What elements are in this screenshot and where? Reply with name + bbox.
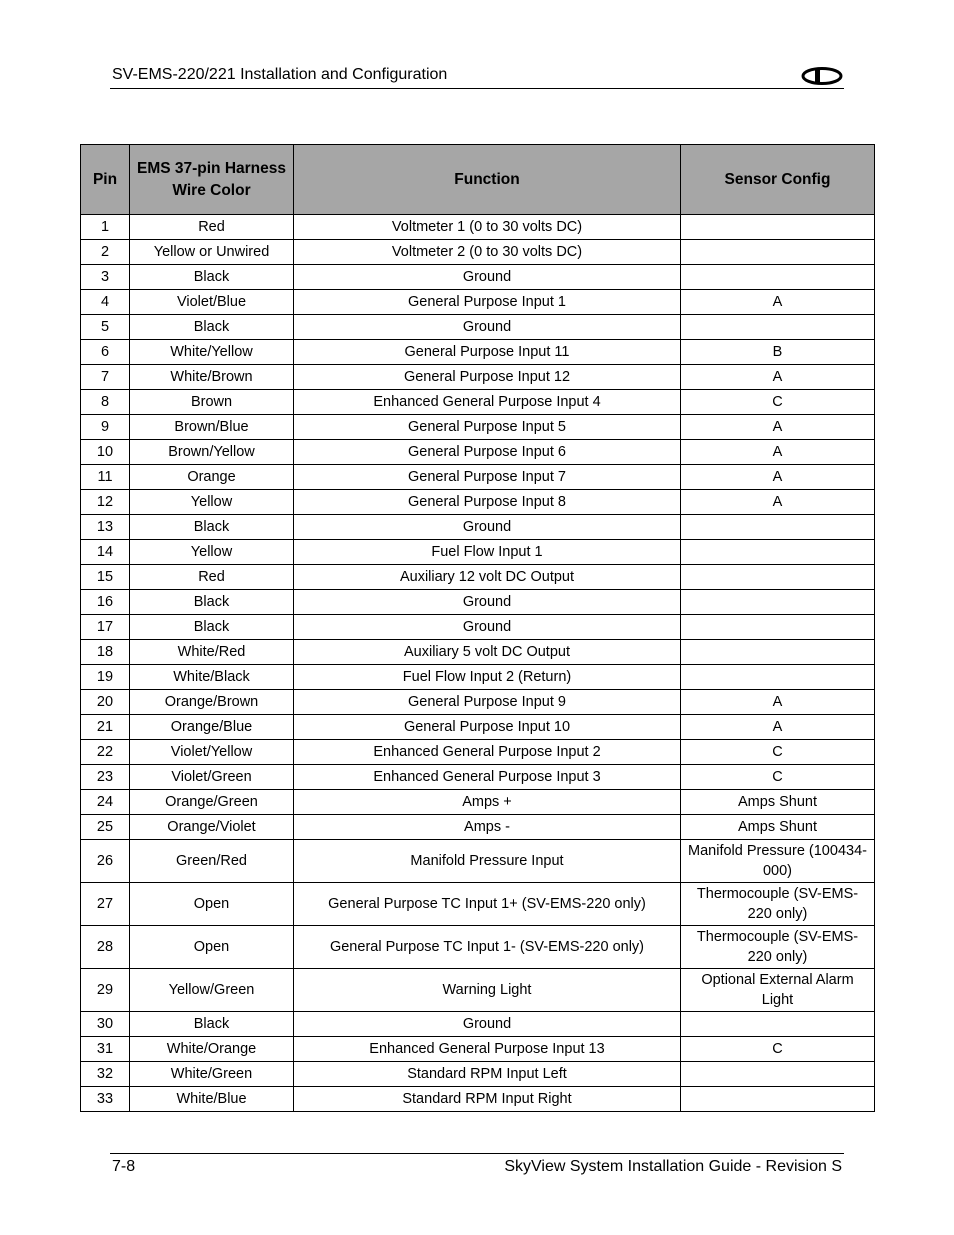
wire-color-cell: Red — [130, 215, 294, 240]
sensor-config-cell: Amps Shunt — [681, 815, 875, 840]
wire-color-cell: Violet/Green — [130, 765, 294, 790]
pinout-table — [80, 144, 875, 1112]
sensor-config-cell — [681, 1012, 875, 1037]
function-cell: Ground — [294, 315, 681, 340]
table-row — [81, 1087, 875, 1112]
pin-cell: 28 — [81, 926, 130, 969]
wire-color-cell: Orange/Green — [130, 790, 294, 815]
function-cell: General Purpose Input 1 — [294, 290, 681, 315]
wire-color-cell: White/Green — [130, 1062, 294, 1087]
pin-cell: 3 — [81, 265, 130, 290]
table-row — [81, 883, 875, 926]
header-rule — [110, 88, 844, 89]
pin-cell: 16 — [81, 590, 130, 615]
table-row — [81, 365, 875, 390]
sensor-config-cell: Optional External Alarm Light — [681, 969, 875, 1012]
function-cell: Standard RPM Input Right — [294, 1087, 681, 1112]
table-row — [81, 840, 875, 883]
wire-color-cell: Black — [130, 590, 294, 615]
table-row — [81, 415, 875, 440]
table-row — [81, 665, 875, 690]
sensor-config-cell: C — [681, 390, 875, 415]
pin-cell: 13 — [81, 515, 130, 540]
function-cell: Warning Light — [294, 969, 681, 1012]
wire-color-cell: Yellow — [130, 540, 294, 565]
function-cell: General Purpose Input 5 — [294, 415, 681, 440]
function-cell: Ground — [294, 590, 681, 615]
table-row — [81, 465, 875, 490]
table-row — [81, 615, 875, 640]
sensor-config-cell: A — [681, 365, 875, 390]
table-header-row — [81, 145, 875, 215]
dynon-logo-icon — [800, 66, 844, 86]
wire-color-cell: Brown/Yellow — [130, 440, 294, 465]
column-header-sensor-config: Sensor Config — [681, 145, 875, 215]
pin-cell: 23 — [81, 765, 130, 790]
pin-cell: 27 — [81, 883, 130, 926]
table-row — [81, 969, 875, 1012]
sensor-config-cell — [681, 640, 875, 665]
table-row — [81, 265, 875, 290]
function-cell: General Purpose Input 11 — [294, 340, 681, 365]
table-row — [81, 240, 875, 265]
function-cell: Fuel Flow Input 2 (Return) — [294, 665, 681, 690]
pin-cell: 18 — [81, 640, 130, 665]
sensor-config-cell: Manifold Pressure (100434-000) — [681, 840, 875, 883]
footer-rule — [110, 1153, 844, 1154]
table-row — [81, 640, 875, 665]
function-cell: Ground — [294, 515, 681, 540]
wire-color-cell: Orange/Brown — [130, 690, 294, 715]
function-cell: Amps + — [294, 790, 681, 815]
sensor-config-cell: Thermocouple (SV-EMS-220 only) — [681, 883, 875, 926]
table-row — [81, 215, 875, 240]
sensor-config-cell: A — [681, 690, 875, 715]
wire-color-cell: White/Blue — [130, 1087, 294, 1112]
table-row — [81, 790, 875, 815]
table-row — [81, 1012, 875, 1037]
table-row — [81, 390, 875, 415]
sensor-config-cell: C — [681, 1037, 875, 1062]
function-cell: General Purpose Input 7 — [294, 465, 681, 490]
table-row — [81, 290, 875, 315]
pin-cell: 26 — [81, 840, 130, 883]
wire-color-cell: Orange/Violet — [130, 815, 294, 840]
wire-color-cell: Green/Red — [130, 840, 294, 883]
column-header-wire-color: EMS 37-pin Harness Wire Color — [130, 145, 294, 215]
pin-cell: 31 — [81, 1037, 130, 1062]
function-cell: Voltmeter 2 (0 to 30 volts DC) — [294, 240, 681, 265]
sensor-config-cell: A — [681, 465, 875, 490]
sensor-config-cell — [681, 665, 875, 690]
sensor-config-cell — [681, 515, 875, 540]
table-row — [81, 740, 875, 765]
wire-color-cell: Violet/Yellow — [130, 740, 294, 765]
sensor-config-cell — [681, 315, 875, 340]
function-cell: Auxiliary 12 volt DC Output — [294, 565, 681, 590]
table-row — [81, 590, 875, 615]
pin-cell: 20 — [81, 690, 130, 715]
sensor-config-cell: A — [681, 715, 875, 740]
wire-color-cell: White/Orange — [130, 1037, 294, 1062]
pin-cell: 2 — [81, 240, 130, 265]
pin-cell: 21 — [81, 715, 130, 740]
sensor-config-cell — [681, 540, 875, 565]
function-cell: Standard RPM Input Left — [294, 1062, 681, 1087]
function-cell: Enhanced General Purpose Input 4 — [294, 390, 681, 415]
sensor-config-cell: A — [681, 415, 875, 440]
sensor-config-cell — [681, 1062, 875, 1087]
wire-color-cell: Brown/Blue — [130, 415, 294, 440]
function-cell: General Purpose TC Input 1- (SV-EMS-220 only) — [294, 926, 681, 969]
function-cell: Amps - — [294, 815, 681, 840]
sensor-config-cell: B — [681, 340, 875, 365]
function-cell: Ground — [294, 615, 681, 640]
function-cell: Enhanced General Purpose Input 2 — [294, 740, 681, 765]
page-header-title: SV-EMS-220/221 Installation and Configuration — [112, 66, 448, 83]
wire-color-cell: White/Brown — [130, 365, 294, 390]
table-row — [81, 340, 875, 365]
sensor-config-cell: C — [681, 765, 875, 790]
pin-cell: 12 — [81, 490, 130, 515]
table-row — [81, 765, 875, 790]
table-row — [81, 490, 875, 515]
sensor-config-cell — [681, 265, 875, 290]
footer-doc-title: SkyView System Installation Guide - Revision S — [504, 1158, 842, 1175]
table-row — [81, 926, 875, 969]
wire-color-cell: Brown — [130, 390, 294, 415]
sensor-config-cell — [681, 1087, 875, 1112]
pin-cell: 33 — [81, 1087, 130, 1112]
function-cell: Fuel Flow Input 1 — [294, 540, 681, 565]
wire-color-cell: Yellow — [130, 490, 294, 515]
sensor-config-cell: A — [681, 290, 875, 315]
function-cell: Enhanced General Purpose Input 3 — [294, 765, 681, 790]
function-cell: Voltmeter 1 (0 to 30 volts DC) — [294, 215, 681, 240]
pin-cell: 32 — [81, 1062, 130, 1087]
wire-color-cell: Violet/Blue — [130, 290, 294, 315]
sensor-config-cell — [681, 615, 875, 640]
pin-cell: 8 — [81, 390, 130, 415]
function-cell: General Purpose Input 9 — [294, 690, 681, 715]
column-header-pin: Pin — [81, 145, 130, 215]
table-row — [81, 1062, 875, 1087]
table-row — [81, 565, 875, 590]
pin-cell: 17 — [81, 615, 130, 640]
function-cell: General Purpose Input 12 — [294, 365, 681, 390]
function-cell: Auxiliary 5 volt DC Output — [294, 640, 681, 665]
column-header-function: Function — [294, 145, 681, 215]
pin-cell: 4 — [81, 290, 130, 315]
pin-cell: 30 — [81, 1012, 130, 1037]
function-cell: General Purpose Input 6 — [294, 440, 681, 465]
wire-color-cell: White/Yellow — [130, 340, 294, 365]
wire-color-cell: Black — [130, 1012, 294, 1037]
wire-color-cell: Black — [130, 315, 294, 340]
wire-color-cell: White/Red — [130, 640, 294, 665]
wire-color-cell: Black — [130, 515, 294, 540]
function-cell: Enhanced General Purpose Input 13 — [294, 1037, 681, 1062]
wire-color-cell: Black — [130, 615, 294, 640]
sensor-config-cell: A — [681, 490, 875, 515]
pin-cell: 19 — [81, 665, 130, 690]
sensor-config-cell — [681, 565, 875, 590]
sensor-config-cell — [681, 240, 875, 265]
wire-color-cell: Orange — [130, 465, 294, 490]
pin-cell: 14 — [81, 540, 130, 565]
sensor-config-cell — [681, 590, 875, 615]
table-row — [81, 440, 875, 465]
table-row — [81, 1037, 875, 1062]
wire-color-cell: Yellow or Unwired — [130, 240, 294, 265]
table-row — [81, 540, 875, 565]
function-cell: General Purpose Input 8 — [294, 490, 681, 515]
sensor-config-cell — [681, 215, 875, 240]
pin-cell: 6 — [81, 340, 130, 365]
pin-cell: 7 — [81, 365, 130, 390]
function-cell: General Purpose Input 10 — [294, 715, 681, 740]
function-cell: Manifold Pressure Input — [294, 840, 681, 883]
sensor-config-cell: Amps Shunt — [681, 790, 875, 815]
wire-color-cell: Open — [130, 883, 294, 926]
wire-color-cell: Yellow/Green — [130, 969, 294, 1012]
pin-cell: 15 — [81, 565, 130, 590]
pin-cell: 5 — [81, 315, 130, 340]
sensor-config-cell: Thermocouple (SV-EMS-220 only) — [681, 926, 875, 969]
table-body — [81, 215, 875, 1112]
pin-cell: 29 — [81, 969, 130, 1012]
function-cell: Ground — [294, 1012, 681, 1037]
function-cell: General Purpose TC Input 1+ (SV-EMS-220 only) — [294, 883, 681, 926]
page-number: 7-8 — [112, 1158, 136, 1175]
wire-color-cell: Black — [130, 265, 294, 290]
table-row — [81, 515, 875, 540]
pin-cell: 9 — [81, 415, 130, 440]
wire-color-cell: Orange/Blue — [130, 715, 294, 740]
pin-cell: 10 — [81, 440, 130, 465]
table-row — [81, 690, 875, 715]
function-cell: Ground — [294, 265, 681, 290]
pin-cell: 22 — [81, 740, 130, 765]
table-row — [81, 315, 875, 340]
pin-cell: 24 — [81, 790, 130, 815]
pin-cell: 11 — [81, 465, 130, 490]
table-row — [81, 815, 875, 840]
wire-color-cell: Open — [130, 926, 294, 969]
sensor-config-cell: C — [681, 740, 875, 765]
wire-color-cell: Red — [130, 565, 294, 590]
sensor-config-cell: A — [681, 440, 875, 465]
table-row — [81, 715, 875, 740]
pin-cell: 1 — [81, 215, 130, 240]
wire-color-cell: White/Black — [130, 665, 294, 690]
pin-cell: 25 — [81, 815, 130, 840]
